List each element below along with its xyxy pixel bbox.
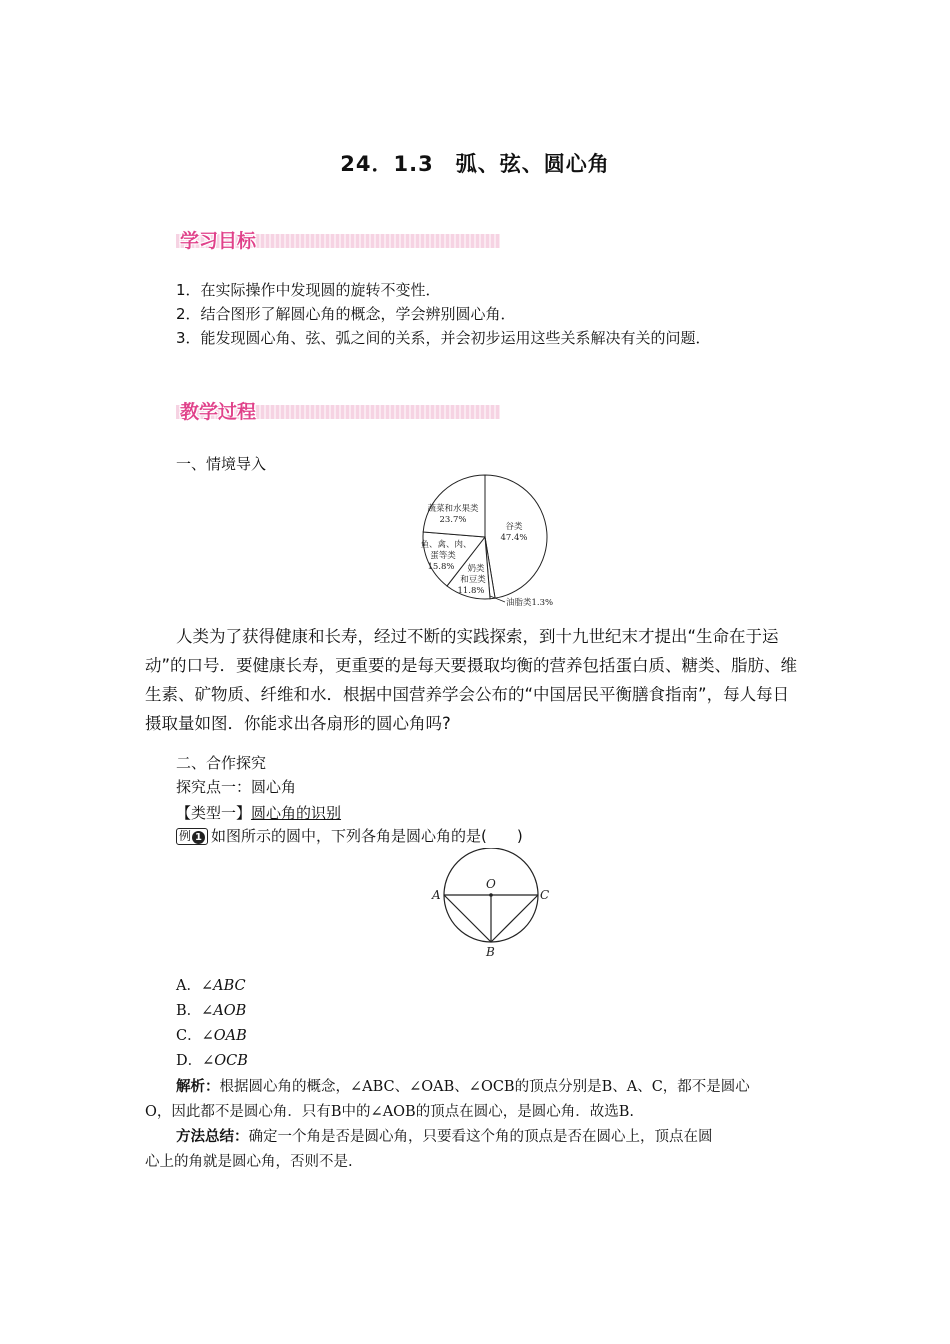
label-A: A bbox=[432, 888, 441, 902]
slice-label-milk-2: 和豆类 bbox=[460, 575, 486, 585]
option-a: A．∠ABC bbox=[176, 978, 246, 994]
slice-label-oil: 油脂类1.3% bbox=[506, 598, 554, 608]
intro-paragraph-line: 生素、矿物质、纤维和水．根据中国营养学会公布的“中国居民平衡膳食指南”，每人每日 bbox=[145, 685, 790, 704]
slice-value-meat: 15.8% bbox=[427, 562, 455, 572]
goal-item: 1．在实际操作中发现圆的旋转不变性． bbox=[176, 281, 441, 299]
slice-label-veg: 蔬菜和水果类 bbox=[427, 504, 479, 514]
question-text: 如图所示的圆中，下列各角是圆心角的是( ) bbox=[211, 827, 523, 845]
option-c: C．∠OAB bbox=[176, 1028, 247, 1044]
analysis-line: 解析：根据圆心角的概念，∠ABC、∠OAB、∠OCB的顶点分别是B、A、C，都不是圆心 bbox=[176, 1079, 750, 1095]
label-B: B bbox=[486, 945, 495, 958]
part2-heading: 二、合作探究 bbox=[176, 754, 267, 772]
section-banner-goals bbox=[176, 228, 500, 250]
intro-paragraph-line: 摄取量如图．你能求出各扇形的圆心角吗? bbox=[145, 714, 451, 733]
slice-label-grain: 谷类 bbox=[505, 522, 523, 532]
banner-label: 教学过程 bbox=[180, 401, 257, 423]
explore-point: 探究点一：圆心角 bbox=[176, 778, 297, 796]
label-C: C bbox=[540, 888, 550, 902]
slice-value-veg: 23.7% bbox=[439, 515, 467, 525]
option-d: D．∠OCB bbox=[176, 1053, 248, 1069]
example-question bbox=[176, 824, 523, 848]
page-title: 24．1.3 弧、弦、圆心角 bbox=[340, 152, 610, 176]
slice-label-meat-2: 蛋等类 bbox=[430, 551, 456, 561]
analysis-line: O，因此都不是圆心角．只有B中的∠AOB的顶点在圆心，是圆心角．故选B. bbox=[145, 1104, 634, 1120]
diet-pie-chart bbox=[410, 468, 580, 610]
slice-value-grain: 47.4% bbox=[500, 533, 528, 543]
summary-line: 心上的角就是圆心角，否则不是. bbox=[145, 1154, 353, 1170]
goal-item: 2．结合图形了解圆心角的概念，学会辨别圆心角． bbox=[176, 305, 516, 323]
goal-item: 3．能发现圆心角、弦、弧之间的关系，并会初步运用这些关系解决有关的问题． bbox=[176, 329, 711, 347]
intro-paragraph-line: 人类为了获得健康和长寿，经过不断的实践探索，到十九世纪末才提出“生命在于运 bbox=[176, 627, 779, 646]
type-prefix: 【类型一】 bbox=[176, 804, 252, 822]
intro-paragraph-line: 动”的口号．要健康长寿，更重要的是每天要摄取均衡的营养包括蛋白质、糖类、脂肪、维 bbox=[145, 656, 798, 675]
slice-label-milk: 奶类 bbox=[467, 564, 485, 574]
banner-label: 学习目标 bbox=[180, 230, 257, 252]
example-badge: 例 1 bbox=[176, 828, 208, 845]
type-heading bbox=[176, 801, 341, 825]
label-O: O bbox=[486, 877, 496, 891]
type-title: 圆心角的识别 bbox=[251, 804, 342, 822]
slice-label-meat: 鱼、禽、肉、 bbox=[420, 540, 472, 550]
analysis-label: 解析： bbox=[176, 1079, 220, 1095]
slice-value-milk: 11.8% bbox=[457, 586, 485, 596]
summary-label: 方法总结： bbox=[176, 1129, 249, 1145]
summary-line: 方法总结：确定一个角是否是圆心角，只要看这个角的顶点是否在圆心上，顶点在圆 bbox=[176, 1129, 713, 1145]
option-b: B．∠AOB bbox=[176, 1003, 247, 1019]
section-banner-process bbox=[176, 399, 500, 421]
intro-heading: 一、情境导入 bbox=[176, 455, 267, 473]
circle-figure bbox=[428, 848, 554, 958]
